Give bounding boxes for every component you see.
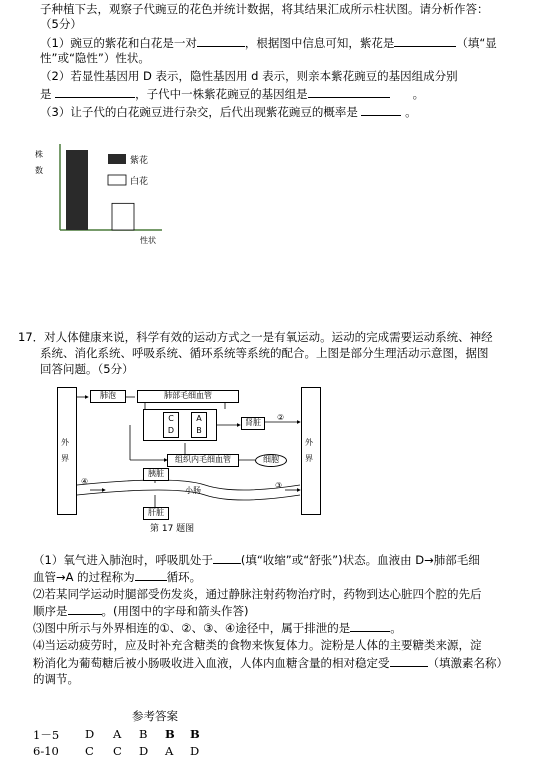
pancreas-box: 胰脏	[143, 468, 169, 481]
path-3-label: ③	[275, 481, 283, 490]
kidney-box: 肾脏	[241, 417, 265, 430]
figure-caption: 第 17 题图	[150, 524, 195, 534]
q16-p2-a: （2）若显性基因用 D 表示，隐性基因用 d 表示，则亲本紫花豌豆的基因组成分别	[40, 69, 458, 83]
answer-7: C	[113, 744, 122, 758]
q16-p3-a: （3）让子代的白花豌豆进行杂交，后代出现紫花豌豆的概率是	[40, 105, 358, 119]
legend-white-label: 白花	[130, 177, 149, 187]
answer-4: B	[165, 727, 175, 741]
answer-2: A	[113, 727, 122, 741]
q17-part1-line2	[33, 569, 201, 585]
answer-5: B	[190, 727, 200, 741]
q16-p2-d: 。	[412, 87, 425, 101]
q16-p1-c: （填“显	[456, 36, 497, 50]
q17-line1: 17．对人体健康来说，科学有效的运动方式之一是有氧运动。运动的完成需要运动系统、神经	[18, 330, 493, 344]
q16-p1-b: ，根据图中信息可知，紫花是	[244, 36, 395, 50]
path-4-label: ④	[81, 477, 89, 486]
q16-p2-c: ，子代中一株紫花豌豆的基因组是	[135, 87, 308, 101]
answer-10: D	[190, 744, 200, 758]
q16-part2-line2	[40, 86, 424, 102]
x-axis-label: 性状	[140, 236, 156, 245]
q17-part3	[33, 620, 402, 636]
q16-part3	[40, 104, 417, 120]
q16-p3-b: 。	[405, 105, 417, 119]
answer-blank[interactable]	[308, 86, 390, 98]
answer-6: C	[85, 744, 94, 758]
answer-blank[interactable]	[55, 86, 135, 98]
answer-3: B	[139, 727, 148, 741]
q17-p4-b: 粉消化为葡萄糖后被小肠吸收进入血液，人体内血糖含量的相对稳定受	[33, 656, 390, 670]
answer-blank[interactable]	[68, 603, 102, 615]
y-axis-label: 株 数	[35, 150, 43, 175]
answer-blank[interactable]	[213, 552, 241, 564]
lung-capillaries-box: 肺部毛细血管	[137, 390, 239, 403]
legend-purple-label: 紫花	[130, 156, 149, 166]
q17-p4-c: （填激素名称）	[427, 656, 508, 670]
q17-part2-line2	[33, 603, 248, 619]
bar-purple	[66, 150, 88, 230]
q16-p1-a: （1）豌豆的紫花和白花是一对	[40, 36, 197, 50]
answer-blank[interactable]	[394, 35, 456, 47]
answer-blank[interactable]	[135, 569, 167, 581]
q16-part1	[40, 35, 497, 51]
answer-8: D	[139, 744, 149, 758]
alveoli-box: 肺泡	[90, 390, 126, 403]
bar-white	[112, 203, 134, 230]
liver-box: 肝脏	[143, 507, 169, 520]
q17-p2-a: ⑵若某同学运动时腿部受伤发炎，通过静脉注射药物治疗时，药物到达心脏四个腔的先后	[33, 587, 482, 601]
answer-blank[interactable]	[390, 655, 428, 667]
q17-part4-line2	[33, 655, 508, 671]
answer-1: D	[85, 727, 95, 741]
q16-intro: 子种植下去，观察子代豌豆的花色并统计数据，将其结果汇成所示柱状图。请分析作答：	[40, 2, 489, 16]
q17-p2-b: 顺序是	[33, 604, 68, 618]
legend-purple-swatch	[108, 154, 126, 164]
chamber-d: D	[167, 426, 175, 435]
chamber-a: A	[196, 414, 202, 423]
q17-part1	[33, 552, 480, 568]
bar-chart	[30, 142, 180, 252]
q17-p4-d: 的调节。	[33, 672, 79, 686]
answers-title: 参考答案	[132, 709, 178, 723]
q16-score: （5分）	[40, 17, 82, 31]
q17-p1-b: (填“收缩”或“舒张”)状态。血液由 D→肺部毛细	[240, 553, 480, 567]
q17-p1-c: 血管→A 的过程称为	[33, 570, 135, 584]
heart-a-box	[191, 412, 207, 438]
legend-white-swatch	[108, 175, 126, 185]
answer-blank[interactable]	[361, 104, 401, 116]
q17-line3: 回答问题。（5分）	[40, 362, 134, 376]
q17-p3-a: ⑶图中所示与外界相连的①、②、③、④途径中，属于排泄的是	[33, 621, 351, 635]
q17-p4-a: ⑷当运动疲劳时，应及时补充含糖类的食物来恢复体力。淀粉是人体的主要糖类来源，淀	[33, 638, 482, 652]
intestine-label: 小肠	[185, 486, 201, 495]
q17-p3-b: 。	[390, 621, 402, 635]
answers-row-2-label: 6-10	[33, 744, 59, 758]
answer-blank[interactable]	[350, 620, 390, 632]
path-2-label: ②	[277, 413, 285, 422]
diagram-connectors	[55, 385, 335, 520]
q17-p2-c: 。(用图中的字母和箭头作答)	[101, 604, 249, 618]
q16-p2-b: 是	[40, 87, 52, 101]
heart-c-box	[163, 412, 179, 438]
physiology-diagram	[55, 385, 335, 520]
q17-p1-d: 循环。	[166, 570, 202, 584]
chamber-c: C	[168, 414, 174, 423]
q17-line2: 系统、消化系统、呼吸系统、循环系统等系统的配合。上图是部分生理活动示意图，据图	[40, 346, 489, 360]
q16-p1-d: 性”或“隐性”）性状。	[40, 51, 150, 65]
answer-9: A	[165, 744, 174, 758]
q17-p1-a: （1）氧气进入肺泡时，呼吸肌处于	[33, 553, 213, 567]
cells-ellipse: 细胞	[255, 454, 287, 467]
outside-right-label: 外界	[305, 438, 313, 463]
chamber-b: B	[196, 426, 202, 435]
answer-blank[interactable]	[197, 35, 245, 47]
tissue-capillaries-box: 组织内毛细血管	[167, 454, 239, 467]
answers-row-1-label: 1－5	[33, 728, 60, 742]
outside-left-label: 外界	[61, 438, 69, 463]
